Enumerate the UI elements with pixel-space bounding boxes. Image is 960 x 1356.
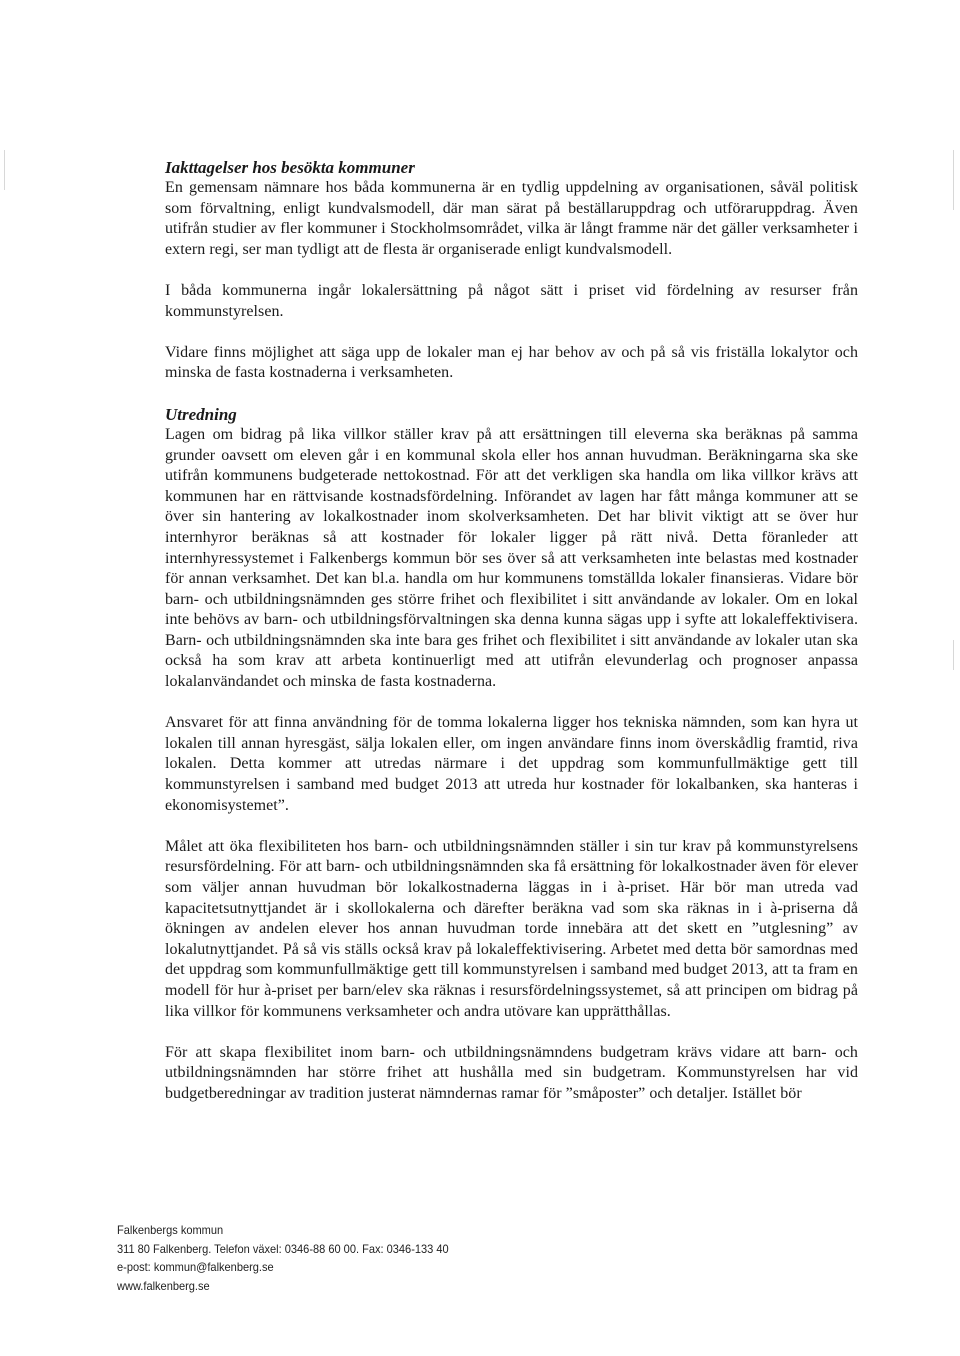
paragraph: I båda kommunerna ingår lokalersättning på något sätt i priset vid fördelning av resurser från kommunstyrelsen. xyxy=(165,281,858,320)
section-heading: Iakttagelser hos besökta kommuner xyxy=(165,158,415,177)
scan-edge-mark xyxy=(4,150,5,190)
paragraph: För att skapa flexibilitet inom barn- och utbildningsnämndens budgetram krävs vidare att barn- och utbildningsnämnden har större frihet att hushålla med sin budgetram. Kommunstyrelsen har vid budgetberedningar av tradition justerat nämndernas ramar för ”småposter” och detaljer. Istället bör xyxy=(165,1043,858,1102)
footer-address: 311 80 Falkenberg. Telefon växel: 0346-88 60 00. Fax: 0346-133 40 xyxy=(117,1241,449,1256)
document-body xyxy=(165,157,858,1125)
footer-web[interactable]: www.falkenberg.se xyxy=(117,1278,210,1293)
scan-edge-mark xyxy=(953,150,954,210)
section-heading: Utredning xyxy=(165,404,237,424)
paragraph: Ansvaret för att finna användning för de tomma lokalerna ligger hos tekniska nämnden, som kan hyra ut lokalen till annan hyresgäst, sälja lokalen eller, om ingen användare finns inom överskådlig framtid, riva lokalen. Detta kommer att utredas närmare i det uppdrag som kommunfullmäktige gett till kommunstyrelsen i samband med budget 2013 att utreda hur kostnader för lokalbanken, ska hanteras i ekonomisystemet”. xyxy=(165,714,858,814)
paragraph: Lagen om bidrag på lika villkor ställer krav på att ersättningen till eleverna ska beräknas på samma grunder oavsett om eleven går i en kommunal skola eller hos annan huvudman. Beräkningarna ska ske utifrån kommunens budgeterade nettokostnad. För att det verkligen ska handla om lika villkor krävs att kommunen har en rättvisande kostnadsfördelning. Införandet av lagen har fått många kommuner att se över sin hantering av lokalkostnader inom skolverksamheten. Det har blivit viktigt att se över hur internhyror beräknas så att kostnader för lokaler ligger på rätt nivå. Detta föranleder att internhyressystemet i Falkenbergs kommun bör ses över så att verksamheten inte belastas med kostnader för annan verksamhet. Det kan bl.a. handla om hur kommunens tomställda lokaler finansieras. Vidare bör barn- och utbildningsnämnden ges större frihet och flexibilitet i sitt användande av lokaler. Om en lokal inte behövs av barn- och utbildningsförvaltningen ska denna kunna sägas upp i syfte att lokaleffektivisera. Barn- och utbildningsnämnden ska inte bara ges frihet och flexibilitet i sitt användande av lokaler utan ska också ha som krav att arbeta kontinuerligt med att utifrån elevunderlag och prognoser anpassa lokalanvändandet och minska de fasta kostnaderna. xyxy=(165,425,858,691)
paragraph: En gemensam nämnare hos båda kommunerna är en tydlig uppdelning av organisationen, såväl politisk som förvaltning, enligt kundvalsmodell, där man särat på beställaruppdrag och utförаruppdrag. Även utifrån studier av fler kommuner i Stockholmsområdet, vilka är långt framme när det gäller verksamheter i extern regi, ser man tydligt att de flesta är organiserade enligt kundvalsmodell. xyxy=(165,179,858,258)
footer-org: Falkenbergs kommun xyxy=(117,1223,224,1237)
page-footer xyxy=(117,1221,577,1295)
paragraph: Målet att öka flexibiliteten hos barn- och utbildningsnämnden ställer i sin tur krav på kommunstyrelsens resursfördelning. För att barn- och utbildningsnämnden ska få ersättning för lokalkostnader även för elever som väljer annan huvudman bör lokalkostnaderna läggas in i à-priset. Här bör man utreda vad kapacitetsutnyttjandet är i skollokalerna och därefter beräkna vad som ska räknas in i à-priserna då ökningen av andelen elever hos annan huvudman torde innebära att det skett en ”utglesning” av lokalutnyttjandet. På så vis ställs också krav på lokaleffektivisering. Arbetet med detta bör samordnas med det uppdrag som kommunfullmäktige gett till kommunstyrelsen i samband med budget 2013, att ta fram en modell för hur à-priset per barn/elev ska räknas i resursfördelningssystemet, så att principen om bidrag på lika villkor för kommunens verksamheter och andra utövare kan upprätthållas. xyxy=(165,837,858,1020)
scan-edge-mark xyxy=(953,640,954,670)
paragraph: Vidare finns möjlighet att säga upp de lokaler man ej har behov av och på så vis friställa lokalytor och minska de fasta kostnaderna i verksamheten. xyxy=(165,343,858,382)
footer-email[interactable]: e-post: kommun@falkenberg.se xyxy=(117,1260,274,1274)
